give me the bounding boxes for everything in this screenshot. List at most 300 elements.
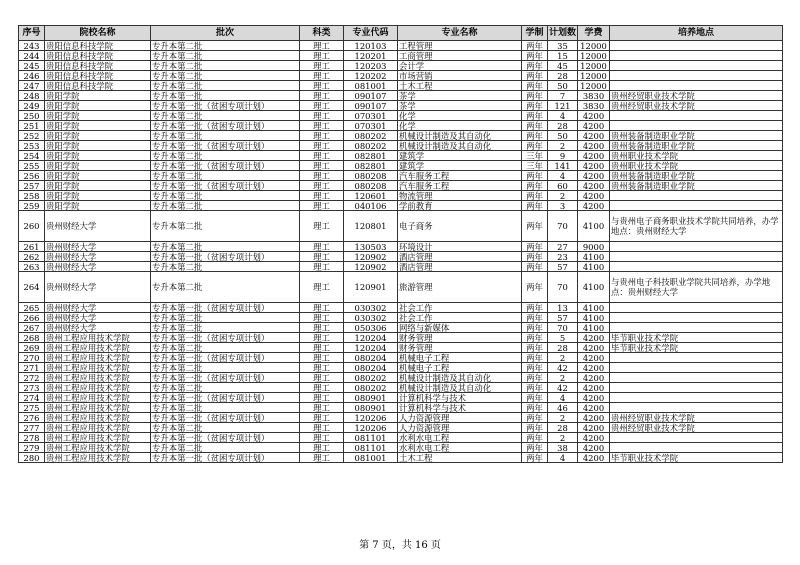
cell-batch: 专升本第二批 [151,111,300,121]
cell-batch: 专升本第二批 [151,262,300,272]
cell-location: 毕节职业技术学院 [610,453,783,463]
cell-batch: 专升本第二批 [151,272,300,303]
cell-location [610,191,783,201]
cell-major-name: 机械电子工程 [398,353,522,363]
cell-duration: 两年 [522,61,548,71]
cell-tuition: 4200 [578,151,610,161]
table-row [19,121,783,131]
cell-school-name: 贵州工程应用技术学院 [45,403,151,413]
table-row [19,201,783,211]
cell-category: 理工 [300,262,344,272]
cell-batch: 专升本第二批 [151,71,300,81]
cell-tuition: 4200 [578,413,610,423]
cell-row-index: 257 [19,181,45,191]
cell-batch: 专升本第二批 [151,242,300,252]
cell-row-index: 250 [19,111,45,121]
cell-row-index: 270 [19,353,45,363]
table-row [19,373,783,383]
cell-batch: 专升本第一批（贫困专项计划） [151,141,300,151]
cell-location [610,383,783,393]
table-row [19,171,783,181]
cell-location [610,201,783,211]
cell-location [610,121,783,131]
cell-major-code: 080202 [344,131,398,141]
cell-tuition: 12000 [578,41,610,51]
cell-major-code: 080208 [344,171,398,181]
cell-batch: 专升本第二批 [151,191,300,201]
cell-tuition: 4100 [578,303,610,313]
table-row [19,252,783,262]
table-row [19,161,783,171]
cell-major-name: 工程管理 [398,41,522,51]
cell-category: 理工 [300,181,344,191]
cell-location [610,353,783,363]
cell-school-name: 贵阳学院 [45,101,151,111]
cell-plan-count: 15 [548,51,578,61]
cell-batch: 专升本第一批（贫困专项计划） [151,121,300,131]
cell-duration: 两年 [522,41,548,51]
cell-plan-count: 42 [548,363,578,373]
cell-major-name: 工商管理 [398,51,522,61]
cell-duration: 两年 [522,71,548,81]
page-footer: 第 7 页，共 16 页 [359,540,441,551]
cell-row-index: 263 [19,262,45,272]
cell-major-code: 050306 [344,323,398,333]
cell-school-name: 贵阳学院 [45,141,151,151]
cell-tuition: 4200 [578,333,610,343]
cell-tuition: 4100 [578,252,610,262]
cell-duration: 两年 [522,111,548,121]
cell-duration: 两年 [522,443,548,453]
cell-major-name: 土木工程 [398,453,522,463]
cell-category: 理工 [300,161,344,171]
cell-plan-count: 2 [548,413,578,423]
cell-plan-count: 70 [548,272,578,303]
cell-location [610,363,783,373]
cell-row-index: 253 [19,141,45,151]
cell-major-name: 机械设计制造及其自动化 [398,383,522,393]
cell-duration: 三年 [522,161,548,171]
cell-row-index: 278 [19,433,45,443]
cell-category: 理工 [300,383,344,393]
cell-duration: 两年 [522,313,548,323]
cell-tuition: 4200 [578,191,610,201]
cell-major-name: 市场营销 [398,71,522,81]
cell-row-index: 248 [19,91,45,101]
cell-plan-count: 27 [548,242,578,252]
cell-duration: 两年 [522,101,548,111]
cell-major-name: 茶学 [398,91,522,101]
cell-row-index: 279 [19,443,45,453]
cell-major-code: 120202 [344,71,398,81]
cell-school-name: 贵州财经大学 [45,313,151,323]
cell-school-name: 贵阳学院 [45,91,151,101]
cell-school-name: 贵阳信息科技学院 [45,81,151,91]
table-row [19,151,783,161]
table-row [19,262,783,272]
cell-duration: 两年 [522,373,548,383]
cell-school-name: 贵州工程应用技术学院 [45,453,151,463]
cell-category: 理工 [300,71,344,81]
cell-duration: 两年 [522,353,548,363]
cell-category: 理工 [300,313,344,323]
cell-location: 贵州职业技术学院 [610,161,783,171]
cell-category: 理工 [300,333,344,343]
cell-major-name: 建筑学 [398,161,522,171]
cell-school-name: 贵阳学院 [45,161,151,171]
cell-school-name: 贵州财经大学 [45,252,151,262]
cell-location: 贵州装备制造职业学院 [610,131,783,141]
cell-school-name: 贵州财经大学 [45,262,151,272]
cell-category: 理工 [300,111,344,121]
cell-major-name: 水利水电工程 [398,433,522,443]
cell-duration: 两年 [522,51,548,61]
cell-duration: 两年 [522,453,548,463]
cell-row-index: 269 [19,343,45,353]
cell-tuition: 4200 [578,171,610,181]
cell-school-name: 贵州工程应用技术学院 [45,383,151,393]
cell-school-name: 贵阳学院 [45,111,151,121]
table-row [19,91,783,101]
cell-tuition: 4200 [578,393,610,403]
cell-tuition: 12000 [578,81,610,91]
cell-major-name: 社会工作 [398,303,522,313]
cell-batch: 专升本第二批 [151,343,300,353]
table-header-row [19,26,783,41]
table-row [19,81,783,91]
cell-duration: 两年 [522,262,548,272]
header-category: 科类 [300,26,344,41]
cell-major-code: 090107 [344,91,398,101]
cell-major-name: 机械电子工程 [398,363,522,373]
cell-plan-count: 35 [548,41,578,51]
cell-location: 贵州经贸职业技术学院 [610,413,783,423]
cell-major-name: 酒店管理 [398,262,522,272]
cell-row-index: 252 [19,131,45,141]
cell-major-code: 120206 [344,423,398,433]
cell-tuition: 4200 [578,433,610,443]
cell-major-code: 120901 [344,272,398,303]
cell-batch: 专升本第一批（贫困专项计划） [151,181,300,191]
cell-row-index: 273 [19,383,45,393]
cell-plan-count: 4 [548,453,578,463]
cell-category: 理工 [300,443,344,453]
cell-category: 理工 [300,101,344,111]
cell-tuition: 4200 [578,111,610,121]
cell-tuition: 4200 [578,453,610,463]
cell-location [610,61,783,71]
cell-duration: 两年 [522,333,548,343]
cell-plan-count: 50 [548,81,578,91]
cell-plan-count: 5 [548,333,578,343]
cell-batch: 专升本第二批 [151,383,300,393]
cell-batch: 专升本第二批 [151,61,300,71]
cell-major-code: 120902 [344,252,398,262]
cell-plan-count: 2 [548,433,578,443]
cell-location: 贵州经贸职业技术学院 [610,91,783,101]
cell-batch: 专升本第一批 [151,91,300,101]
cell-school-name: 贵阳信息科技学院 [45,41,151,51]
cell-row-index: 280 [19,453,45,463]
cell-major-name: 化学 [398,111,522,121]
cell-duration: 三年 [522,151,548,161]
cell-major-name: 酒店管理 [398,252,522,262]
cell-major-code: 040106 [344,201,398,211]
cell-school-name: 贵阳信息科技学院 [45,71,151,81]
cell-tuition: 4200 [578,363,610,373]
cell-row-index: 271 [19,363,45,373]
cell-tuition: 4200 [578,181,610,191]
table-row [19,71,783,81]
cell-school-name: 贵州工程应用技术学院 [45,423,151,433]
cell-school-name: 贵州工程应用技术学院 [45,433,151,443]
cell-tuition: 4100 [578,272,610,303]
cell-category: 理工 [300,373,344,383]
cell-plan-count: 57 [548,313,578,323]
cell-row-index: 251 [19,121,45,131]
table-row [19,363,783,373]
cell-tuition: 4200 [578,403,610,413]
cell-major-code: 081101 [344,443,398,453]
cell-tuition: 4200 [578,443,610,453]
cell-plan-count: 4 [548,111,578,121]
table-row [19,41,783,51]
cell-major-name: 建筑学 [398,151,522,161]
cell-school-name: 贵阳信息科技学院 [45,61,151,71]
cell-location [610,252,783,262]
cell-category: 理工 [300,171,344,181]
cell-location: 贵州经贸职业技术学院 [610,101,783,111]
cell-row-index: 243 [19,41,45,51]
cell-category: 理工 [300,393,344,403]
cell-plan-count: 141 [548,161,578,171]
cell-major-name: 计算机科学与技术 [398,403,522,413]
cell-row-index: 259 [19,201,45,211]
header-major-code: 专业代码 [344,26,398,41]
cell-tuition: 4200 [578,373,610,383]
cell-major-code: 120902 [344,262,398,272]
cell-row-index: 268 [19,333,45,343]
cell-batch: 专升本第二批 [151,131,300,141]
cell-major-name: 机械设计制造及其自动化 [398,131,522,141]
cell-plan-count: 50 [548,131,578,141]
cell-batch: 专升本第一批（贫困专项计划） [151,252,300,262]
cell-school-name: 贵州财经大学 [45,323,151,333]
cell-major-name: 人力资源管理 [398,423,522,433]
cell-major-code: 120201 [344,51,398,61]
table-row [19,111,783,121]
cell-batch: 专升本第二批 [151,403,300,413]
cell-duration: 两年 [522,363,548,373]
cell-category: 理工 [300,51,344,61]
cell-school-name: 贵阳学院 [45,121,151,131]
cell-major-name: 会计学 [398,61,522,71]
cell-batch: 专升本第二批 [151,151,300,161]
cell-major-code: 080202 [344,141,398,151]
table-row [19,453,783,463]
cell-major-name: 社会工作 [398,313,522,323]
cell-duration: 两年 [522,303,548,313]
cell-batch: 专升本第二批 [151,201,300,211]
cell-major-code: 080901 [344,393,398,403]
cell-batch: 专升本第一批（贫困专项计划） [151,101,300,111]
cell-school-name: 贵州工程应用技术学院 [45,373,151,383]
cell-tuition: 9000 [578,242,610,252]
cell-school-name: 贵州财经大学 [45,303,151,313]
cell-school-name: 贵州工程应用技术学院 [45,393,151,403]
cell-duration: 两年 [522,211,548,242]
cell-duration: 两年 [522,201,548,211]
cell-plan-count: 38 [548,443,578,453]
cell-plan-count: 121 [548,101,578,111]
cell-major-name: 电子商务 [398,211,522,242]
cell-row-index: 256 [19,171,45,181]
cell-plan-count: 7 [548,91,578,101]
cell-category: 理工 [300,131,344,141]
cell-category: 理工 [300,151,344,161]
header-major-name: 专业名称 [398,26,522,41]
table-row [19,383,783,393]
cell-row-index: 275 [19,403,45,413]
cell-category: 理工 [300,343,344,353]
cell-major-code: 120103 [344,41,398,51]
cell-category: 理工 [300,363,344,373]
cell-major-name: 财务管理 [398,343,522,353]
cell-category: 理工 [300,303,344,313]
cell-major-code: 120204 [344,343,398,353]
admissions-table [18,25,783,463]
cell-school-name: 贵阳学院 [45,191,151,201]
cell-school-name: 贵阳信息科技学院 [45,51,151,61]
cell-major-code: 090107 [344,101,398,111]
cell-major-code: 030302 [344,303,398,313]
cell-category: 理工 [300,242,344,252]
cell-tuition: 4200 [578,161,610,171]
header-index: 序号 [19,26,45,41]
cell-batch: 专升本第二批 [151,41,300,51]
cell-tuition: 4100 [578,313,610,323]
cell-plan-count: 28 [548,121,578,131]
table-row [19,423,783,433]
cell-school-name: 贵阳学院 [45,201,151,211]
cell-major-name: 旅游管理 [398,272,522,303]
cell-major-code: 081001 [344,453,398,463]
cell-row-index: 258 [19,191,45,201]
cell-category: 理工 [300,323,344,333]
cell-school-name: 贵州工程应用技术学院 [45,343,151,353]
cell-major-code: 080204 [344,353,398,363]
cell-major-code: 080202 [344,373,398,383]
cell-batch: 专升本第一批（贫困专项计划） [151,161,300,171]
table-row [19,303,783,313]
cell-category: 理工 [300,353,344,363]
cell-duration: 两年 [522,191,548,201]
cell-school-name: 贵州财经大学 [45,211,151,242]
cell-plan-count: 46 [548,403,578,413]
cell-major-code: 070301 [344,121,398,131]
cell-duration: 两年 [522,181,548,191]
cell-major-code: 120801 [344,211,398,242]
cell-row-index: 247 [19,81,45,91]
cell-duration: 两年 [522,141,548,151]
cell-major-name: 化学 [398,121,522,131]
cell-plan-count: 2 [548,191,578,201]
cell-location: 贵州装备制造职业学院 [610,181,783,191]
cell-tuition: 4100 [578,262,610,272]
cell-tuition: 4200 [578,343,610,353]
cell-tuition: 4200 [578,423,610,433]
cell-location [610,313,783,323]
header-batch: 批次 [151,26,300,41]
admissions-table-container [18,25,783,463]
table-body [19,41,783,463]
cell-plan-count: 28 [548,343,578,353]
cell-category: 理工 [300,403,344,413]
cell-batch: 专升本第一批（贫困专项计划） [151,303,300,313]
cell-batch: 专升本第一批（贫困专项计划） [151,333,300,343]
cell-location [610,393,783,403]
cell-batch: 专升本第一批（贫困专项计划） [151,373,300,383]
table-row [19,403,783,413]
cell-location [610,51,783,61]
cell-location [610,81,783,91]
cell-location: 毕节职业技术学院 [610,343,783,353]
cell-duration: 两年 [522,131,548,141]
cell-school-name: 贵州工程应用技术学院 [45,363,151,373]
cell-row-index: 264 [19,272,45,303]
cell-plan-count: 2 [548,373,578,383]
cell-tuition: 4200 [578,383,610,393]
table-row [19,181,783,191]
header-tuition: 学费 [578,26,610,41]
cell-school-name: 贵阳学院 [45,131,151,141]
cell-major-name: 汽车服务工程 [398,181,522,191]
cell-plan-count: 13 [548,303,578,313]
cell-duration: 两年 [522,423,548,433]
table-row [19,211,783,242]
cell-plan-count: 28 [548,423,578,433]
cell-batch: 专升本第二批 [151,423,300,433]
cell-plan-count: 57 [548,262,578,272]
cell-major-name: 水利水电工程 [398,443,522,453]
table-row [19,131,783,141]
header-duration: 学制 [522,26,548,41]
cell-tuition: 3830 [578,91,610,101]
cell-row-index: 274 [19,393,45,403]
cell-tuition: 4200 [578,141,610,151]
cell-plan-count: 2 [548,141,578,151]
cell-major-code: 080202 [344,383,398,393]
table-row [19,433,783,443]
header-location: 培养地点 [610,26,783,41]
table-row [19,61,783,71]
cell-location [610,71,783,81]
cell-location: 贵州装备制造职业学院 [610,171,783,181]
cell-row-index: 265 [19,303,45,313]
cell-tuition: 4200 [578,353,610,363]
cell-major-code: 082801 [344,151,398,161]
cell-location [610,433,783,443]
cell-major-name: 机械设计制造及其自动化 [398,373,522,383]
cell-duration: 两年 [522,403,548,413]
cell-batch: 专升本第一批（贫困专项计划） [151,433,300,443]
cell-school-name: 贵阳学院 [45,151,151,161]
cell-location [610,41,783,51]
cell-school-name: 贵阳学院 [45,171,151,181]
cell-duration: 两年 [522,343,548,353]
cell-tuition: 12000 [578,51,610,61]
cell-category: 理工 [300,453,344,463]
